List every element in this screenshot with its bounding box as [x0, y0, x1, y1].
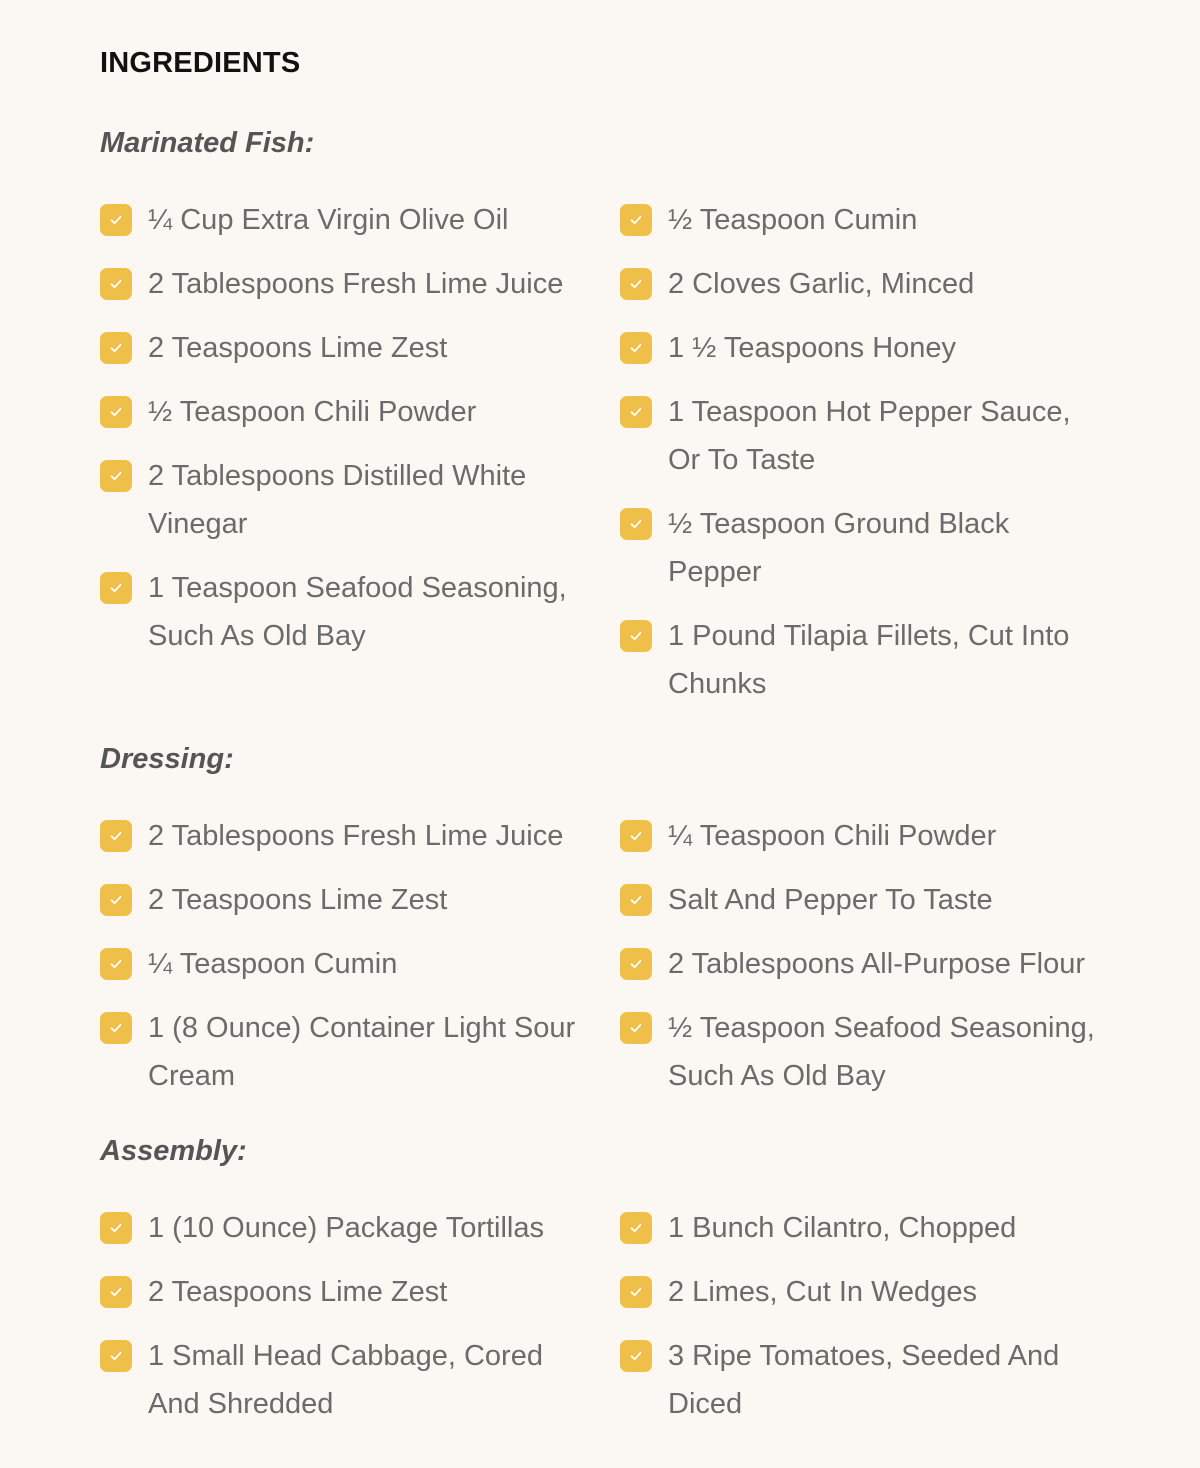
- ingredient-label: 2 Tablespoons Fresh Lime Juice: [148, 820, 564, 852]
- ingredient-item[interactable]: [100, 1004, 600, 1100]
- checkmark-icon: [108, 580, 124, 596]
- ingredient-label: 2 Teaspoons Lime Zest: [148, 884, 448, 916]
- checkmark-icon: [108, 468, 124, 484]
- ingredient-item[interactable]: [100, 324, 600, 372]
- ingredient-checkbox[interactable]: [100, 1212, 132, 1244]
- ingredient-label: 2 Cloves Garlic, Minced: [668, 268, 975, 300]
- ingredient-label: ¼ Cup Extra Virgin Olive Oil: [148, 204, 509, 236]
- checkmark-icon: [628, 516, 644, 532]
- ingredient-item[interactable]: [100, 1268, 600, 1316]
- ingredient-checkbox[interactable]: [100, 460, 132, 492]
- ingredient-checkbox[interactable]: [620, 1276, 652, 1308]
- ingredient-label: 2 Teaspoons Lime Zest: [148, 1276, 448, 1308]
- ingredient-label: ½ Teaspoon Seafood Seasoning, Such As Old Bay: [668, 1012, 1095, 1092]
- ingredient-checkbox[interactable]: [620, 884, 652, 916]
- checkmark-icon: [108, 1020, 124, 1036]
- ingredient-checkbox[interactable]: [100, 948, 132, 980]
- ingredient-label: Salt And Pepper To Taste: [668, 884, 993, 916]
- ingredient-checkbox[interactable]: [100, 204, 132, 236]
- checkmark-icon: [628, 1348, 644, 1364]
- section-title-assembly: Assembly:: [100, 1135, 247, 1167]
- ingredient-label: 2 Limes, Cut In Wedges: [668, 1276, 977, 1308]
- ingredient-checkbox[interactable]: [100, 820, 132, 852]
- ingredient-checkbox[interactable]: [620, 204, 652, 236]
- ingredient-checkbox[interactable]: [100, 572, 132, 604]
- ingredient-item[interactable]: [620, 324, 1110, 372]
- ingredient-item[interactable]: [100, 1204, 600, 1252]
- ingredient-checkbox[interactable]: [620, 332, 652, 364]
- ingredient-list-dressing-right: [620, 812, 1110, 1100]
- ingredient-checkbox[interactable]: [100, 884, 132, 916]
- ingredient-checkbox[interactable]: [620, 620, 652, 652]
- ingredient-label: 2 Tablespoons Fresh Lime Juice: [148, 268, 564, 300]
- ingredient-item[interactable]: [620, 1204, 1110, 1252]
- ingredient-checkbox[interactable]: [620, 268, 652, 300]
- section-title-dressing: Dressing:: [100, 743, 234, 775]
- checkmark-icon: [108, 1220, 124, 1236]
- ingredient-checkbox[interactable]: [620, 1212, 652, 1244]
- ingredient-item[interactable]: [100, 564, 600, 660]
- ingredient-list-marinated-fish-right: [620, 196, 1110, 708]
- checkmark-icon: [108, 1348, 124, 1364]
- ingredient-label: 1 Pound Tilapia Fillets, Cut Into Chunks: [668, 620, 1070, 700]
- checkmark-icon: [628, 340, 644, 356]
- ingredient-label: 1 Teaspoon Hot Pepper Sauce, Or To Taste: [668, 396, 1071, 476]
- checkmark-icon: [108, 212, 124, 228]
- ingredient-label: ¼ Teaspoon Cumin: [148, 948, 398, 980]
- ingredient-label: 1 ½ Teaspoons Honey: [668, 332, 957, 364]
- ingredient-item[interactable]: [620, 876, 1110, 924]
- ingredient-item[interactable]: [620, 500, 1110, 596]
- ingredient-label: 2 Tablespoons All-Purpose Flour: [668, 948, 1085, 980]
- ingredient-checkbox[interactable]: [100, 1340, 132, 1372]
- ingredient-label: 1 Bunch Cilantro, Chopped: [668, 1212, 1017, 1244]
- ingredient-label: ½ Teaspoon Ground Black Pepper: [668, 508, 1010, 588]
- ingredient-list-dressing-left: [100, 812, 600, 1100]
- checkmark-icon: [108, 956, 124, 972]
- ingredient-checkbox[interactable]: [100, 1276, 132, 1308]
- checkmark-icon: [628, 212, 644, 228]
- checkmark-icon: [628, 1284, 644, 1300]
- ingredient-checkbox[interactable]: [100, 1012, 132, 1044]
- checkmark-icon: [628, 1020, 644, 1036]
- ingredient-item[interactable]: [100, 196, 600, 244]
- ingredient-label: 2 Tablespoons Distilled White Vinegar: [148, 460, 527, 540]
- checkmark-icon: [628, 404, 644, 420]
- checkmark-icon: [108, 340, 124, 356]
- ingredient-checkbox[interactable]: [620, 508, 652, 540]
- ingredient-list-assembly-right: [620, 1204, 1110, 1428]
- ingredient-label: ¼ Teaspoon Chili Powder: [668, 820, 997, 852]
- checkmark-icon: [108, 276, 124, 292]
- ingredient-item[interactable]: [620, 1004, 1110, 1100]
- checkmark-icon: [108, 1284, 124, 1300]
- ingredient-label: ½ Teaspoon Chili Powder: [148, 396, 477, 428]
- ingredient-item[interactable]: [620, 1268, 1110, 1316]
- ingredient-label: ½ Teaspoon Cumin: [668, 204, 918, 236]
- ingredient-checkbox[interactable]: [100, 268, 132, 300]
- checkmark-icon: [628, 628, 644, 644]
- ingredient-checkbox[interactable]: [620, 948, 652, 980]
- ingredient-item[interactable]: [620, 260, 1110, 308]
- ingredient-label: 3 Ripe Tomatoes, Seeded And Diced: [668, 1340, 1060, 1420]
- ingredients-heading: INGREDIENTS: [100, 47, 301, 79]
- checkmark-icon: [108, 892, 124, 908]
- ingredient-checkbox[interactable]: [620, 1012, 652, 1044]
- ingredient-label: 1 Small Head Cabbage, Cored And Shredded: [148, 1340, 543, 1420]
- ingredient-item[interactable]: [100, 452, 600, 548]
- ingredient-item[interactable]: [100, 260, 600, 308]
- section-title-marinated-fish: Marinated Fish:: [100, 127, 315, 159]
- ingredient-label: 1 (8 Ounce) Container Light Sour Cream: [148, 1012, 576, 1092]
- ingredient-list-marinated-fish-left: [100, 196, 600, 660]
- checkmark-icon: [628, 276, 644, 292]
- ingredient-item[interactable]: [620, 812, 1110, 860]
- ingredient-item[interactable]: [100, 388, 600, 436]
- checkmark-icon: [628, 828, 644, 844]
- ingredient-item[interactable]: [620, 940, 1110, 988]
- ingredient-item[interactable]: [620, 612, 1110, 708]
- ingredient-label: 2 Teaspoons Lime Zest: [148, 332, 448, 364]
- ingredient-checkbox[interactable]: [620, 820, 652, 852]
- ingredient-checkbox[interactable]: [100, 332, 132, 364]
- ingredient-item[interactable]: [100, 940, 600, 988]
- ingredient-label: 1 Teaspoon Seafood Seasoning, Such As Old Bay: [148, 572, 567, 652]
- ingredient-item[interactable]: [620, 196, 1110, 244]
- ingredient-item[interactable]: [100, 1332, 600, 1428]
- checkmark-icon: [108, 404, 124, 420]
- ingredient-item[interactable]: [620, 388, 1110, 484]
- ingredient-checkbox[interactable]: [620, 396, 652, 428]
- ingredient-checkbox[interactable]: [100, 396, 132, 428]
- ingredient-checkbox[interactable]: [620, 1340, 652, 1372]
- ingredient-item[interactable]: [100, 876, 600, 924]
- ingredient-list-assembly-left: [100, 1204, 600, 1428]
- ingredient-item[interactable]: [620, 1332, 1110, 1428]
- ingredient-item[interactable]: [100, 812, 600, 860]
- checkmark-icon: [628, 892, 644, 908]
- checkmark-icon: [108, 828, 124, 844]
- ingredient-label: 1 (10 Ounce) Package Tortillas: [148, 1212, 545, 1244]
- checkmark-icon: [628, 1220, 644, 1236]
- checkmark-icon: [628, 956, 644, 972]
